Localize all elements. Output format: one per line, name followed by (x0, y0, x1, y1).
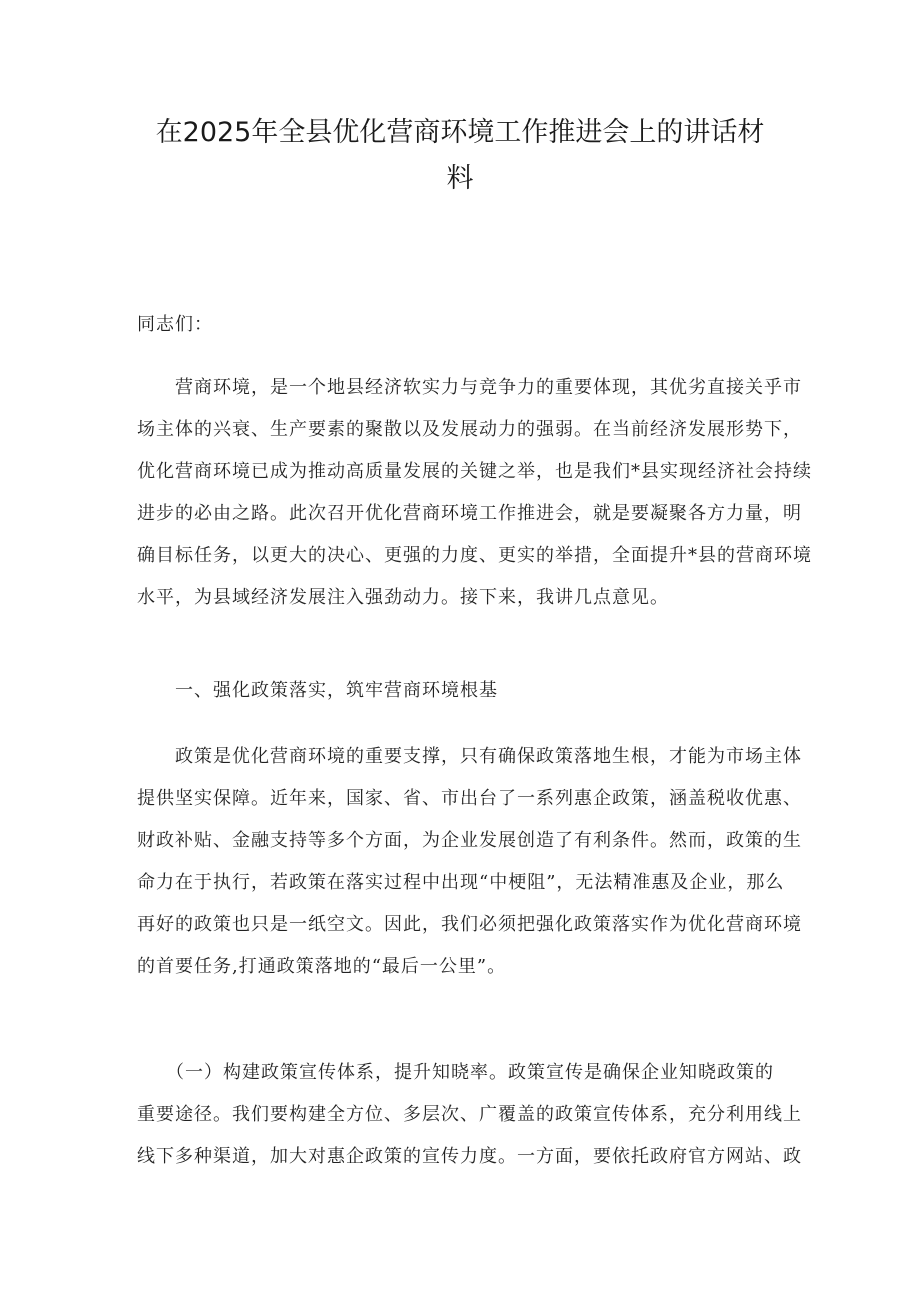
paragraph-line: 线下多种渠道，加大对惠企政策的宣传力度。一方面，要依托政府官方网站、政 (137, 1146, 802, 1167)
paragraph-policy (137, 736, 802, 988)
paragraph-line: 命力在于执行，若政策在落实过程中出现“中梗阻”，无法精准惠及企业，那么 (137, 872, 785, 893)
paragraph-line: 提供坚实保障。近年来，国家、省、市出台了一系列惠企政策，涵盖税收优惠、 (137, 788, 802, 809)
paragraph-line: 确目标任务，以更大的决心、更强的力度、更实的举措，全面提升*县的营商环境 (137, 545, 812, 566)
greeting: 同志们： (137, 314, 213, 335)
paragraph-line: 场主体的兴衰、生产要素的聚散以及发展动力的强弱。在当前经济发展形势下， (137, 419, 802, 440)
paragraph-publicity (137, 1052, 802, 1178)
paragraph-line: 进步的必由之路。此次召开优化营商环境工作推进会，就是要凝聚各方力量，明 (137, 503, 802, 524)
document-title (135, 110, 785, 202)
paragraph-line: 再好的政策也只是一纸空文。因此，我们必须把强化政策落实作为优化营商环境 (137, 914, 802, 935)
paragraph-line: 营商环境，是一个地县经济软实力与竞争力的重要体现，其优劣直接关乎市 (137, 377, 802, 398)
section-heading-1: 一、强化政策落实，筑牢营商环境根基 (137, 680, 498, 701)
paragraph-intro (137, 367, 812, 619)
paragraph-line: 政策是优化营商环境的重要支撑，只有确保政策落地生根，才能为市场主体 (137, 746, 802, 767)
paragraph-line: 优化营商环境已成为推动高质量发展的关键之举，也是我们*县实现经济社会持续 (137, 461, 812, 482)
paragraph-line: 水平，为县域经济发展注入强劲动力。接下来，我讲几点意见。 (137, 587, 669, 608)
paragraph-line: 重要途径。我们要构建全方位、多层次、广覆盖的政策宣传体系，充分利用线上 (137, 1104, 802, 1125)
paragraph-line: （一）构建政策宣传体系，提升知晓率。政策宣传是确保企业知晓政策的 (137, 1062, 774, 1083)
title-line-2: 料 (446, 163, 474, 194)
paragraph-line: 财政补贴、金融支持等多个方面，为企业发展创造了有利条件。然而，政策的生 (137, 830, 802, 851)
title-line-1: 在2025年全县优化营商环境工作推进会上的讲话材 (155, 117, 765, 148)
paragraph-line: 的首要任务,打通政策落地的“最后一公里”。 (137, 956, 507, 977)
